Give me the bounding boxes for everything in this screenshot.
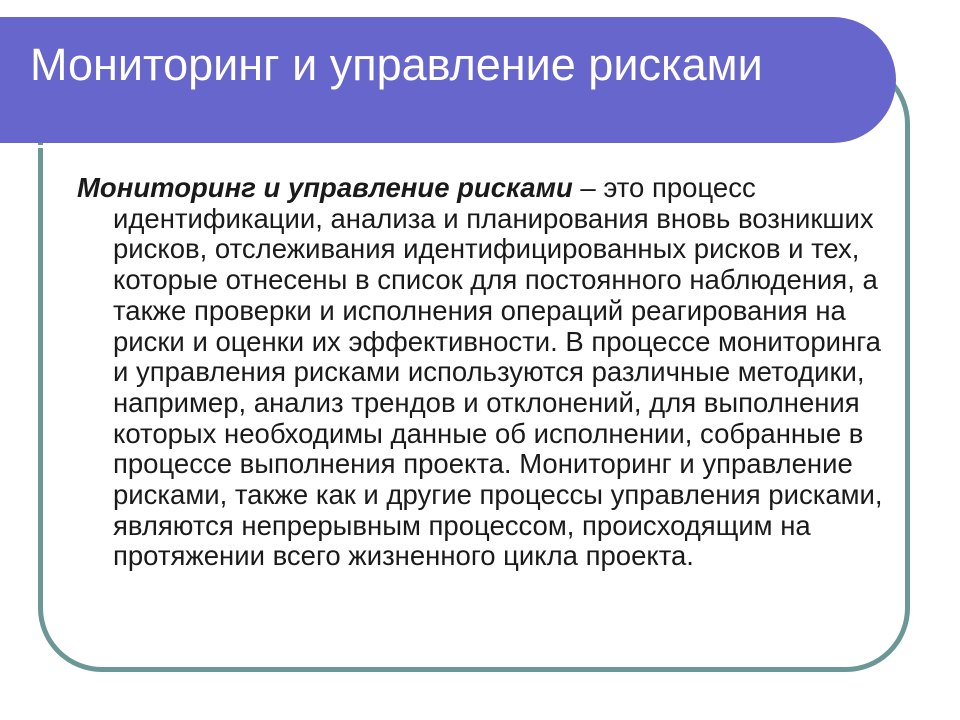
definition-text: – это процесс идентификации, анализа и планирования вновь возникших рисков, отслеживания идентифицированных рисков и тех, которые отнесены в список для постоянного наблюдения, а также проверки и исполнения операций реагирования на риски и оценки их эффективности. В процессе мониторинга и управления рисками используются различные методики, например, анализ трендов и отклонений, для выполнения которых необходимы данные об исполнении, собранные в процессе выполнения проекта. Мониторинг и управление рисками, также как и другие процессы управления рисками, являются непрерывным процессом, происходящим на протяжении всего жизненного цикла проекта. bbox=[113, 172, 883, 572]
body-paragraph bbox=[77, 173, 893, 572]
title-underline bbox=[0, 145, 848, 148]
title-bar bbox=[0, 17, 896, 143]
slide-title: Мониторинг и управление рисками bbox=[30, 39, 763, 90]
defined-term: Мониторинг и управление рисками bbox=[77, 172, 573, 203]
